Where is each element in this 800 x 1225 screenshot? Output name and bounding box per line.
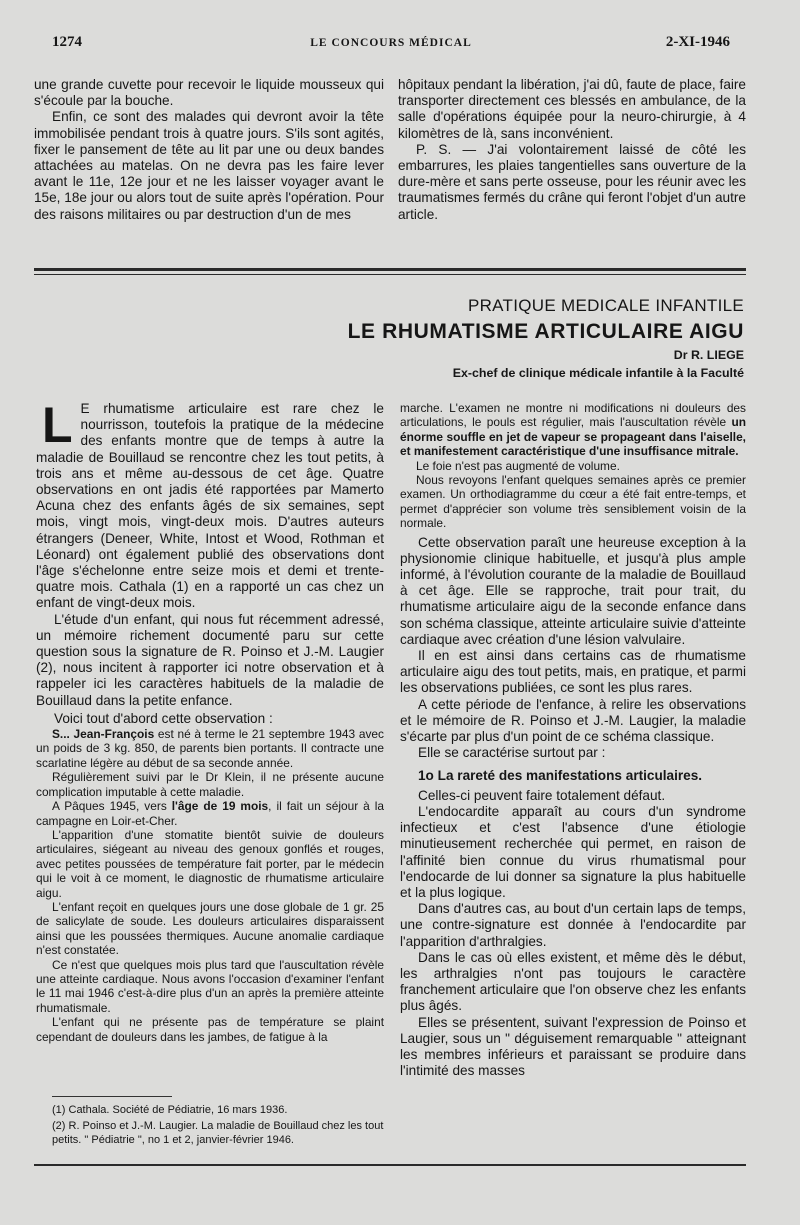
body-paragraph: L'endocardite apparaît au cours d'un syndrome infectieux et c'est l'absence d'une étiologie minutieusement recherchée qui permet, en raison de l'affinité bien connue du virus rhumatismal pour l'endocarde de lui donner sa signature la plus habituelle et la plus logique. bbox=[400, 803, 746, 900]
footnote-divider bbox=[52, 1096, 172, 1097]
page-header bbox=[50, 34, 732, 54]
article-left-column bbox=[36, 397, 384, 1044]
observation-intro: Voici tout d'abord cette observation : bbox=[54, 710, 273, 726]
intro-paragraph: L E rhumatisme articulaire est rare chez le nourrisson, toutefois la pratique de la médecine des enfants montre que de temps à autre la maladie de Bouillaud se rencontre chez les tout petits, à trois ans et même au-dessous de cet âge. Quatre observations en ont jadis été rapportées par Mamerto Acuna chez des enfants âgés de six semaines, sept mois, vingt mois, vingt-deux mois. D'autres auteurs étrangers (Deneer, White, Intost et Wood, Rothman et Léonard) ont également publié des observations dont l'âge s'échelonne entre seize mois et demi et trente-quatre mois. Cathala (1) en a rapporté un cas chez un enfant de vingt-deux mois. bbox=[36, 397, 384, 611]
section-label: PRATIQUE MEDICALE INFANTILE bbox=[467, 296, 744, 315]
prev-paragraph: une grande cuvette pour recevoir le liquide mousseux qui s'écoule par la bouche. bbox=[34, 77, 384, 109]
prev-article-right-column bbox=[398, 77, 746, 223]
observation-paragraph: A Pâques 1945, vers l'âge de 19 mois, il fait un séjour à la campagne en Loir-et-Cher. bbox=[36, 799, 384, 828]
page-number: 1274 bbox=[52, 34, 82, 50]
section-divider-thin bbox=[34, 274, 746, 275]
footnote-2: (2) R. Poinso et J.-M. Laugier. La maladie de Bouillaud chez les tout petits. " Pédiatrie ", no 1 et 2, janvier-février 1946. bbox=[52, 1120, 384, 1146]
body-paragraph: Dans le cas où elles existent, et même dès le début, les arthralgies n'ont pas toujours le caractère franchement articulaire que l'on observe chez les enfants plus âgés. bbox=[400, 949, 746, 1014]
article-author: Dr R. LIEGE bbox=[673, 348, 744, 362]
article-right-column bbox=[400, 401, 746, 1079]
page-bottom-rule bbox=[34, 1164, 746, 1166]
intro-paragraph: L'étude d'un enfant, qui nous fut récemment adressé, un mémoire richement documenté paru sur cette question sous la signature de R. Poinso et J.-M. Laugier (2), nous incitent à rapporter ici notre observation et à rappeler ici les caractères habituels de la maladie de Bouillaud dans la petite enfance. bbox=[36, 611, 384, 708]
observation-paragraph: L'enfant reçoit en quelques jours une dose globale de 1 gr. 25 de salicylate de soude. Les douleurs articulaires disparaissent ainsi que les poussées thermiques. Aucune anomalie cardiaque n'est constatée. bbox=[36, 899, 384, 958]
issue-date: 2-XI-1946 bbox=[665, 34, 730, 50]
body-paragraph: Elles se présentent, suivant l'expression de Poinso et Laugier, sous un " déguisement remarquable " atteignant les membres inférieurs et paraissant se produire dans l'intimité des masses bbox=[400, 1014, 746, 1079]
prev-article-left-column bbox=[34, 77, 384, 223]
observation-paragraph: L'apparition d'une stomatite bientôt suivie de douleurs articulaires, siégeant au niveau des genoux gonflés et rouges, avec petites poussées de température fait porter, par le médecin qui le voit à ce moment, le diagnostic de rhumatisme articulaire aigu. bbox=[36, 827, 384, 900]
article-title: LE RHUMATISME ARTICULAIRE AIGU bbox=[347, 320, 744, 343]
observation-paragraph: Ce n'est que quelques mois plus tard que l'auscultation révèle une atteinte cardiaque. Nous avons l'occasion d'examiner l'enfant le 11 mai 1946 c'est-à-dire plus d'un an après la première atteinte rhumatismale. bbox=[36, 957, 384, 1015]
observation-continued bbox=[400, 401, 746, 531]
observation-paragraph: Le foie n'est pas augmenté de volume. bbox=[416, 458, 620, 473]
drop-cap: L bbox=[42, 397, 73, 453]
body-paragraph: Cette observation paraît une heureuse exception à la physionomie clinique habituelle, et jusqu'à plus ample informé, à l'évolution courante de la maladie de Bouillaud à cet âge. Elle se rapproche, trait pour trait, du rhumatisme articulaire aigu de la seconde enfance dans son schéma classique, atteinte articulaire suivie d'atteinte cardiaque avec création d'une lésion valvulaire. bbox=[400, 534, 746, 647]
body-paragraph: A cette période de l'enfance, à relire les observations et le mémoire de R. Poinso et J.-M. Laugier, la maladie s'écarte par plus d'un point de ce schéma classique. bbox=[400, 696, 746, 745]
observation-paragraph: Nous revoyons l'enfant quelques semaines après ce premier examen. Un orthodiagramme du cœur a été fait entre-temps, et permet d'apprécier son volume très sensiblement voisin de la normale. bbox=[400, 473, 746, 531]
footnote-1: (1) Cathala. Société de Pédiatrie, 16 mars 1936. bbox=[52, 1104, 288, 1116]
observation-paragraph: S... Jean-François est né à terme le 21 septembre 1943 avec un poids de 3 kg. 850, de parents bien portants. Il contracte une scarlatine légère au début de sa seconde année. bbox=[36, 727, 384, 770]
body-paragraph: Celles-ci peuvent faire totalement défaut. bbox=[418, 787, 666, 803]
prev-paragraph: hôpitaux pendant la libération, j'ai dû, faute de place, faire transporter directement ces blessés en ambulance, de la salle d'opérations équipée pour la neuro-chirurgie, à 4 kilomètres de là, sans inconvénient. bbox=[398, 77, 746, 141]
observation-paragraph: Régulièrement suivi par le Dr Klein, il ne présente aucune complication imputable à cette maladie. bbox=[36, 770, 384, 799]
observation-block bbox=[36, 727, 384, 1044]
body-paragraph: Dans d'autres cas, au bout d'un certain laps de temps, une contre-signature est donnée à l'endocardite par l'apparition d'arthralgies. bbox=[400, 901, 746, 949]
observation-paragraph: L'enfant qui ne présente pas de température se plaint cependant de douleurs dans les jambes, de fatigue à la bbox=[36, 1015, 384, 1044]
journal-title: LE CONCOURS MÉDICAL bbox=[310, 37, 472, 49]
prev-paragraph: Enfin, ce sont des malades qui devront avoir la tête immobilisée pendant trois à quatre jours. S'ils sont agités, fixer le pansement de tête au lit par une ou deux bandes attachées au matelas. On ne devra pas les faire lever avant le 11e, 12e jour et ne les laisser voyager avant le 15e, 18e jour ou alors tout de suite après l'opération. Pour des raisons militaires ou par destruction d'un de mes bbox=[34, 109, 384, 222]
prev-paragraph: P. S. — J'ai volontairement laissé de côté les embarrures, les plaies tangentielles sans ouverture de la dure-mère et sans perte osseuse, pour les réunir avec les traumatismes fermés du crâne qui feront l'objet d'un autre article. bbox=[398, 141, 746, 222]
subsection-heading: 1o La rareté des manifestations articulaires. bbox=[418, 767, 703, 783]
section-divider bbox=[34, 268, 746, 271]
body-paragraph: Elle se caractérise surtout par : bbox=[418, 745, 606, 761]
author-affiliation: Ex-chef de clinique médicale infantile à la Faculté bbox=[452, 366, 744, 380]
body-paragraph: Il en est ainsi dans certains cas de rhumatisme articulaire aigu des tout petits, mais, en pratique, et parmi les observations publiées, ce sont les plus rares. bbox=[400, 648, 746, 696]
observation-paragraph: marche. L'examen ne montre ni modifications ni douleurs des articulations, le pouls est régulier, mais l'auscultation révèle un énorme souffle en jet de vapeur se propageant dans l'aiselle, et manifestement caractéristique d'une insuffisance mitrale. bbox=[400, 401, 746, 459]
